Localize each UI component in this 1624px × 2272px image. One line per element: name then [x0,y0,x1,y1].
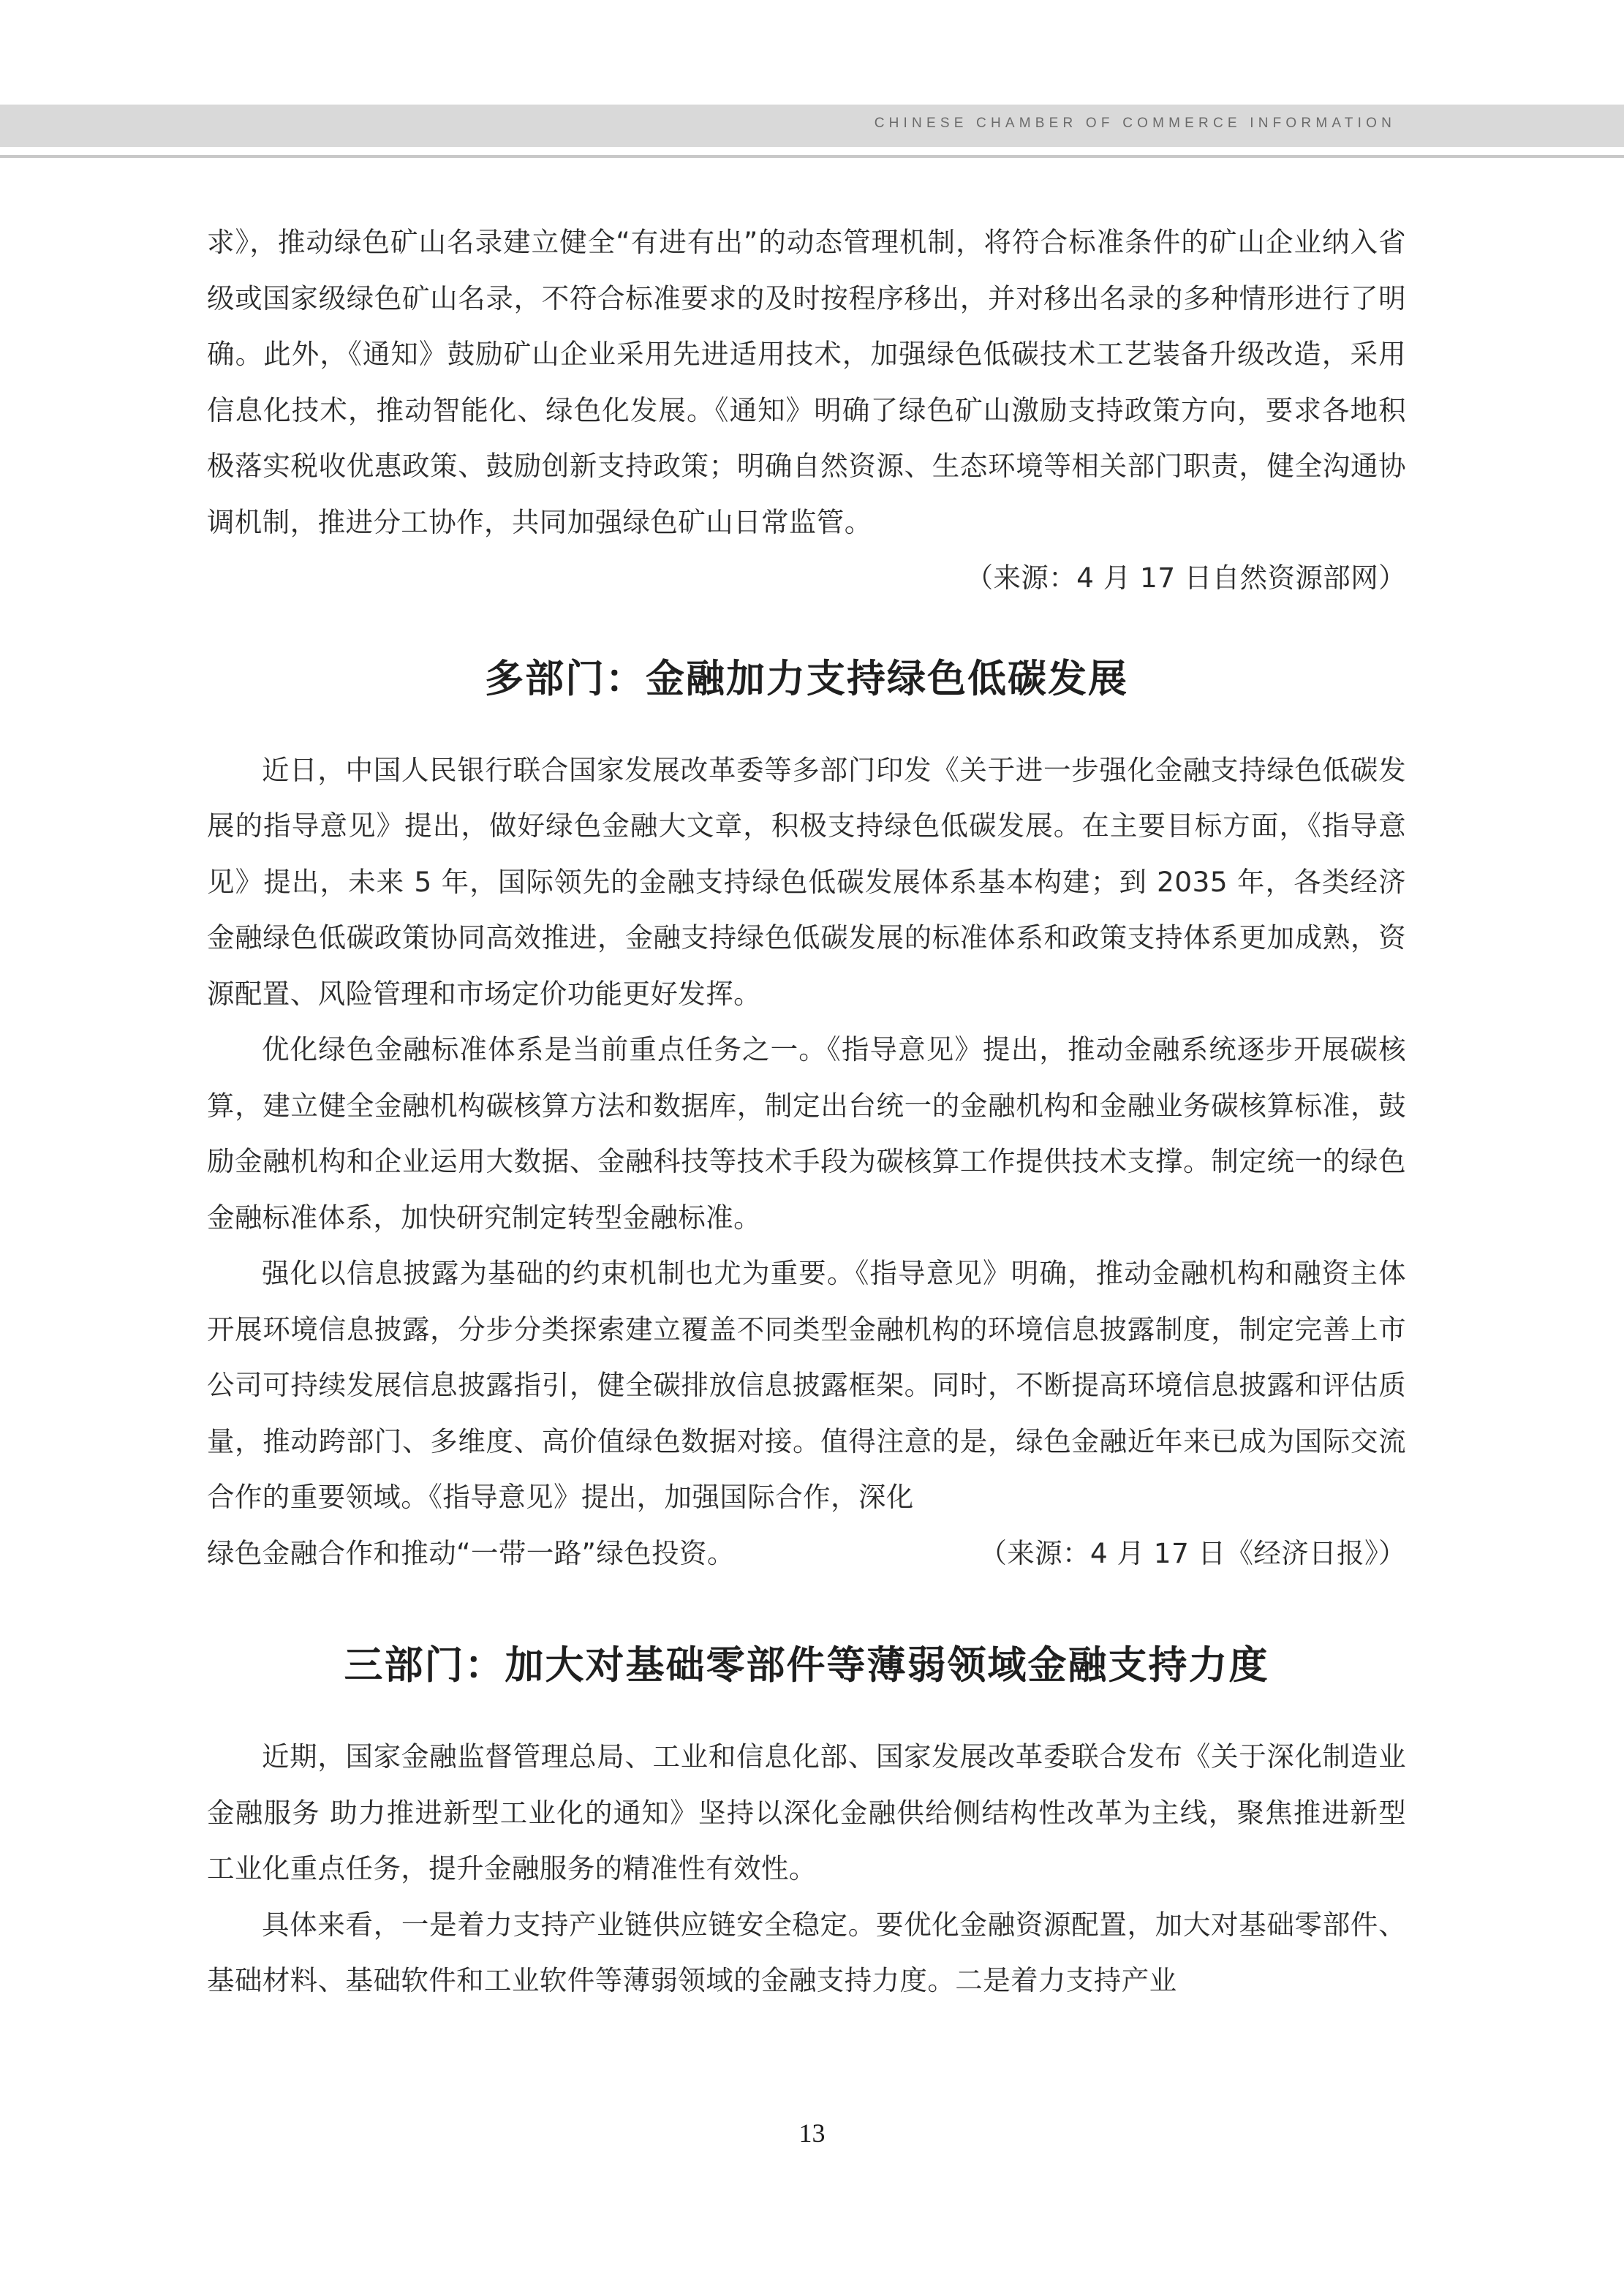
article-1-source: （来源：4 月 17 日《经济日报》） [979,1536,1406,1569]
article-2-paragraph-2: 具体来看，一是着力支持产业链供应链安全稳定。要优化金融资源配置，加大对基础零部件、基础材料、基础软件和工业软件等薄弱领域的金融支持力度。二是着力支持产业 [207,1908,1406,1996]
article-2-title: 三部门：加大对基础零部件等薄弱领域金融支持力度 [344,1643,1269,1688]
article-1-paragraph-2: 优化绿色金融标准体系是当前重点任务之一。《指导意见》提出，推动金融系统逐步开展碳核算，建立健全金融机构碳核算方法和数据库，制定出台统一的金融机构和金融业务碳核算标准，鼓励金融机构和企业运用大数据、金融科技等技术手段为碳核算工作提供技术支撑。制定统一的绿色金融标准体系，加快研究制定转型金融标准。 [207,1033,1406,1234]
article-1-title: 多部门：金融加力支持绿色低碳发展 [485,656,1128,701]
page-content [207,214,1406,2009]
publication-title: CHINESE CHAMBER OF COMMERCE INFORMATION [874,116,1396,131]
intro-source: （来源：4 月 17 日自然资源部网） [965,562,1406,594]
article-1-paragraph-1: 近日，中国人民银行联合国家发展改革委等多部门印发《关于进一步强化金融支持绿色低碳发展的指导意见》提出，做好绿色金融大文章，积极支持绿色低碳发展。在主要目标方面，《指导意见》提出，未来 5 年，国际领先的金融支持绿色低碳发展体系基本构建；到 2035 年，各类经济金融绿色低碳政策协同高效推进，金融支持绿色低碳发展的标准体系和政策支持体系更加成熟，资源配置、风险管理和市场定价功能更好发挥。 [207,753,1406,1010]
page-number: 13 [798,2118,826,2148]
header-divider [0,155,1624,158]
article-2-paragraph-1: 近期，国家金融监督管理总局、工业和信息化部、国家发展改革委联合发布《关于深化制造业金融服务 助力推进新型工业化的通知》坚持以深化金融供给侧结构性改革为主线，聚焦推进新型工业化重点任务，提升金融服务的精准性有效性。 [207,1740,1406,1884]
article-1-last-line: 绿色金融合作和推动“一带一路”绿色投资。 [207,1536,735,1569]
article-1-paragraph-3: 强化以信息披露为基础的约束机制也尤为重要。《指导意见》明确，推动金融机构和融资主体开展环境信息披露，分步分类探索建立覆盖不同类型金融机构的环境信息披露制度，制定完善上市公司可持续发展信息披露指引，健全碳排放信息披露框架。同时，不断提高环境信息披露和评估质量，推动跨部门、多维度、高价值绿色数据对接。值得注意的是，绿色金融近年来已成为国际交流合作的重要领域。《指导意见》提出，加强国际合作，深化 [207,1257,1406,1513]
intro-paragraph: 求》，推动绿色矿山名录建立健全“有进有出”的动态管理机制，将符合标准条件的矿山企业纳入省级或国家级绿色矿山名录，不符合标准要求的及时按程序移出，并对移出名录的多种情形进行了明确。此外，《通知》鼓励矿山企业采用先进适用技术，加强绿色低碳技术工艺装备升级改造，采用信息化技术，推动智能化、绿色化发展。《通知》明确了绿色矿山激励支持政策方向，要求各地积极落实税收优惠政策、鼓励创新支持政策；明确自然资源、生态环境等相关部门职责，健全沟通协调机制，推进分工协作，共同加强绿色矿山日常监管。 [207,226,1406,538]
article-1-closing-line [207,1525,1406,1582]
